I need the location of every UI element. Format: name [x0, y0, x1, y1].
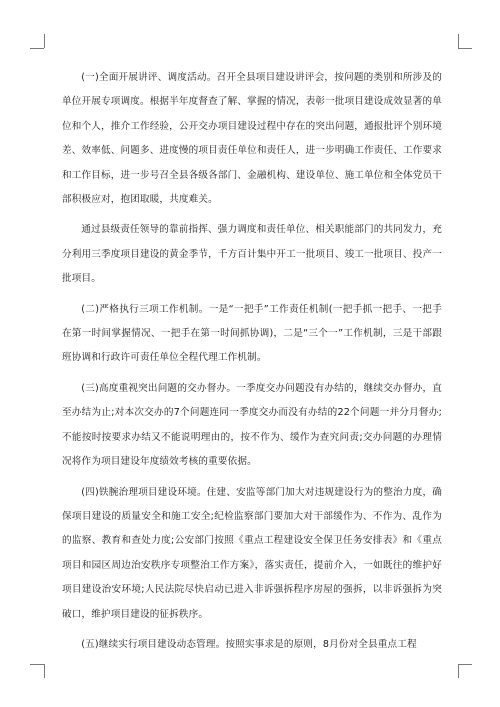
- paragraph-5: (四)铁腕治理项目建设环境。住建、安监等部门加大对违规建设行为的整治力度，确保项目建设的质量安全和施工安全;纪检监察部门要加大对干部缓作为、不作为、乱作为的监察、教育和查处力度;公安部门按照《重点工程建设安全保卫任务安排表》和《重点项目和园区周边治安秩序专项整治工作方案》，落实责任，提前介入，一如既往的维护好项目建设治安环境;人民法院尽快启动已进入非诉强拆程序房屋的强拆，以非诉强拆为突破口，维护项目建设的征拆秩序。: [62, 486, 442, 620]
- crop-mark-top-right-h: [458, 48, 472, 49]
- document-body: [62, 66, 442, 663]
- crop-mark-top-right-v: [458, 34, 459, 48]
- paragraph-6: (五)继续实行项目建设动态管理。按照实事求是的原则，8月份对全县重点工程: [81, 638, 417, 650]
- crop-mark-bottom-right-v: [458, 664, 459, 678]
- crop-mark-bottom-right-h: [458, 664, 472, 665]
- paragraph-3: (二)严格执行三项工作机制。一是“一把手”工作责任机制(一把手抓一把手、一把手在第一时间掌握情况、一把手在第一时间抓协调)，二是“三个一”工作机制，三是干部跟班协调和行政许可责任单位全程代理工作机制。: [62, 303, 442, 364]
- paragraph-1: (一)全面开展讲评、调度活动。召开全县项目建设讲评会，按问题的类别和所涉及的单位开展专项调度。根据半年度督查了解、掌握的情况，表彰一批项目建设成效显著的单位和个人，推介工作经验，公开交办项目建设过程中存在的突出问题，通报批评个别环境差、效率低、问题多、进度慢的项目责任单位和责任人，进一步明确工作责任、工作要求和工作目标，进一步号召全县各级各部门、金融机构、建设单位、施工单位和全体党员干部积极应对，抱团取暖，共度难关。: [62, 72, 443, 206]
- crop-mark-top-left-h: [30, 48, 44, 49]
- paragraph-2: 通过县级责任领导的靠前指挥、强力调度和责任单位、相关职能部门的共同发力，充分利用三季度项目建设的黄金季节，千方百计集中开工一批项目、竣工一批项目、投产一批项目。: [62, 224, 443, 285]
- crop-mark-top-left-v: [44, 34, 45, 48]
- paragraph-4: (三)高度重视突出问题的交办督办。一季度交办问题没有办结的，继续交办督办，直至办结为止;对本次交办的7个问题连同一季度交办而没有办结的22个问题一并分月督办;不能按时按要求办结又不能说明理由的，按不作为、缓作为查究问责;交办问题的办理情况将作为项目建设年度绩效考核的重要依据。: [62, 382, 442, 468]
- crop-mark-bottom-left-h: [30, 664, 44, 665]
- crop-mark-bottom-left-v: [44, 664, 45, 678]
